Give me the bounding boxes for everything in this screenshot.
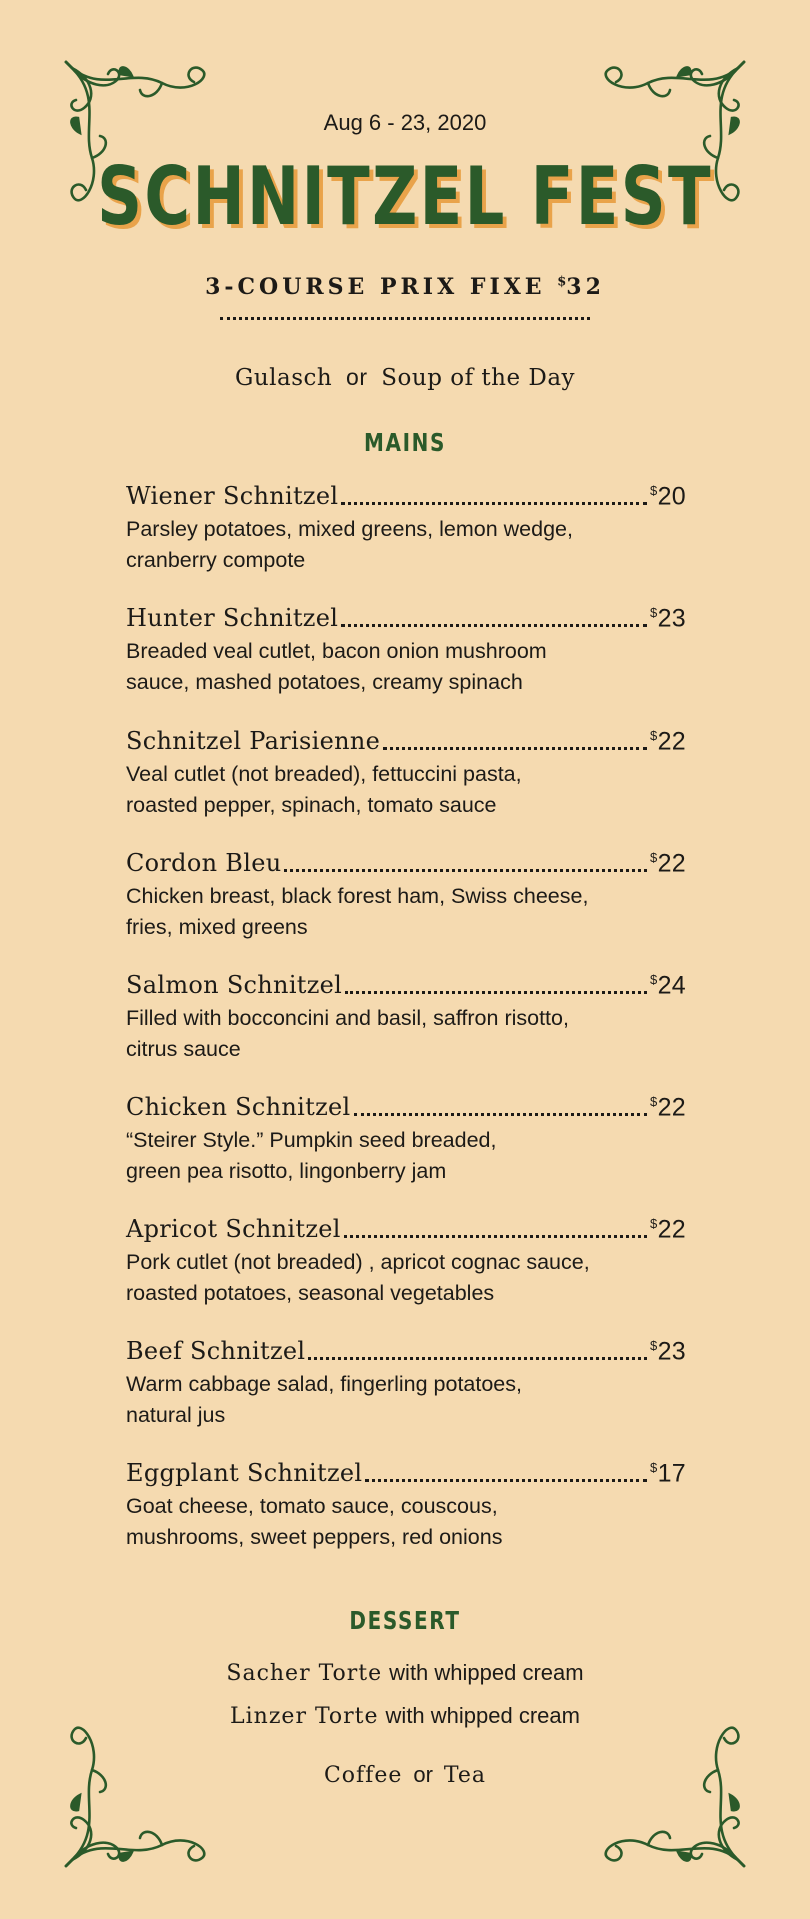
menu-item-price: $23 [650, 1337, 686, 1366]
dot-leader [383, 747, 647, 750]
menu-item-name: Eggplant Schnitzel [126, 1459, 363, 1488]
menu-item-price: $23 [650, 604, 686, 633]
drink-choice [0, 1762, 810, 1788]
drink-or: or [413, 1762, 433, 1787]
mains-heading: MAINS [364, 428, 446, 457]
menu-item-price: $22 [650, 1215, 686, 1244]
dot-leader [354, 1113, 648, 1116]
starter-or: or [346, 364, 368, 390]
menu-item-name: Chicken Schnitzel [126, 1093, 351, 1122]
dot-leader [341, 502, 647, 505]
prix-fixe-line [0, 274, 810, 300]
dot-leader [341, 624, 647, 627]
dessert-item [0, 1660, 810, 1686]
menu-item-description: Veal cutlet (not breaded), fettuccini pasta, roasted pepper, spinach, tomato sauce [126, 762, 522, 818]
menu-item-name: Apricot Schnitzel [126, 1215, 341, 1244]
dot-leader [344, 1235, 647, 1238]
drink-coffee: Coffee [323, 1763, 403, 1788]
menu-item-name: Beef Schnitzel [126, 1337, 306, 1366]
menu-item-line [126, 965, 686, 1000]
menu-item-price: $22 [650, 1093, 686, 1122]
menu-item-line [126, 1331, 686, 1366]
dot-leader [345, 991, 647, 994]
starter-choice [0, 364, 810, 391]
menu-item-line [126, 721, 686, 756]
menu-item-name: Schnitzel Parisienne [126, 727, 381, 756]
menu-item-price: $24 [650, 971, 686, 1000]
menu-item-price: $22 [650, 849, 686, 878]
prix-fixe-label: 3-COURSE PRIX FIXE [205, 274, 546, 300]
menu-item-name: Cordon Bleu [126, 849, 282, 878]
menu-item-line [126, 1209, 686, 1244]
menu-item-line [126, 843, 686, 878]
menu-item-line [126, 1453, 686, 1488]
menu-item-description: Parsley potatoes, mixed greens, lemon wedge, cranberry compote [126, 517, 573, 573]
menu-item [126, 965, 686, 1065]
menu-item-price: $22 [650, 727, 686, 756]
drink-tea: Tea [443, 1763, 487, 1788]
menu-item-line [126, 598, 686, 633]
menu-item-name: Hunter Schnitzel [126, 604, 339, 633]
starter-option-gulasch: Gulasch [234, 365, 333, 391]
menu-item-price: $17 [650, 1459, 686, 1488]
dot-leader [365, 1479, 647, 1482]
menu-item [126, 476, 686, 576]
menu-item-name: Salmon Schnitzel [126, 971, 343, 1000]
dotted-divider [220, 317, 590, 320]
menu-item-name: Wiener Schnitzel [126, 482, 339, 511]
dessert-item [0, 1703, 810, 1729]
menu-item [126, 843, 686, 943]
menu-item-description: Warm cabbage salad, fingerling potatoes, natural jus [126, 1372, 522, 1428]
menu-item [126, 721, 686, 821]
page-title: SCHNITZEL FEST [97, 150, 713, 243]
menu-item-description: Filled with bocconcini and basil, saffron risotto, citrus sauce [126, 1006, 569, 1062]
menu-item-line [126, 476, 686, 511]
menu-item [126, 1087, 686, 1187]
dot-leader [308, 1357, 647, 1360]
prix-fixe-currency: $ [557, 274, 567, 290]
menu-item-description: Chicken breast, black forest ham, Swiss cheese, fries, mixed greens [126, 884, 589, 940]
dessert-item-name: Linzer Torte [230, 1704, 379, 1729]
event-dates: Aug 6 - 23, 2020 [323, 110, 487, 135]
dot-leader [284, 869, 647, 872]
menu-item-description: “Steirer Style.” Pumpkin seed breaded, green pea risotto, lingonberry jam [126, 1128, 497, 1184]
menu-item [126, 1331, 686, 1431]
starter-option-soup: Soup of the Day [381, 365, 576, 391]
dessert-item-note: with whipped cream [389, 1660, 584, 1685]
menu-item [126, 598, 686, 698]
menu-item [126, 1453, 686, 1553]
dessert-item-name: Sacher Torte [226, 1661, 383, 1686]
dessert-item-note: with whipped cream [385, 1703, 580, 1728]
menu-item [126, 1209, 686, 1309]
menu-item-line [126, 1087, 686, 1122]
menu-item-description: Breaded veal cutlet, bacon onion mushroom sauce, mashed potatoes, creamy spinach [126, 639, 547, 695]
menu-item-description: Goat cheese, tomato sauce, couscous, mushrooms, sweet peppers, red onions [126, 1494, 503, 1550]
dessert-heading: DESSERT [349, 1606, 461, 1635]
menu-item-price: $20 [650, 482, 686, 511]
prix-fixe-price: 32 [566, 274, 605, 300]
menu-item-description: Pork cutlet (not breaded) , apricot cognac sauce, roasted potatoes, seasonal vegetables [126, 1250, 590, 1306]
